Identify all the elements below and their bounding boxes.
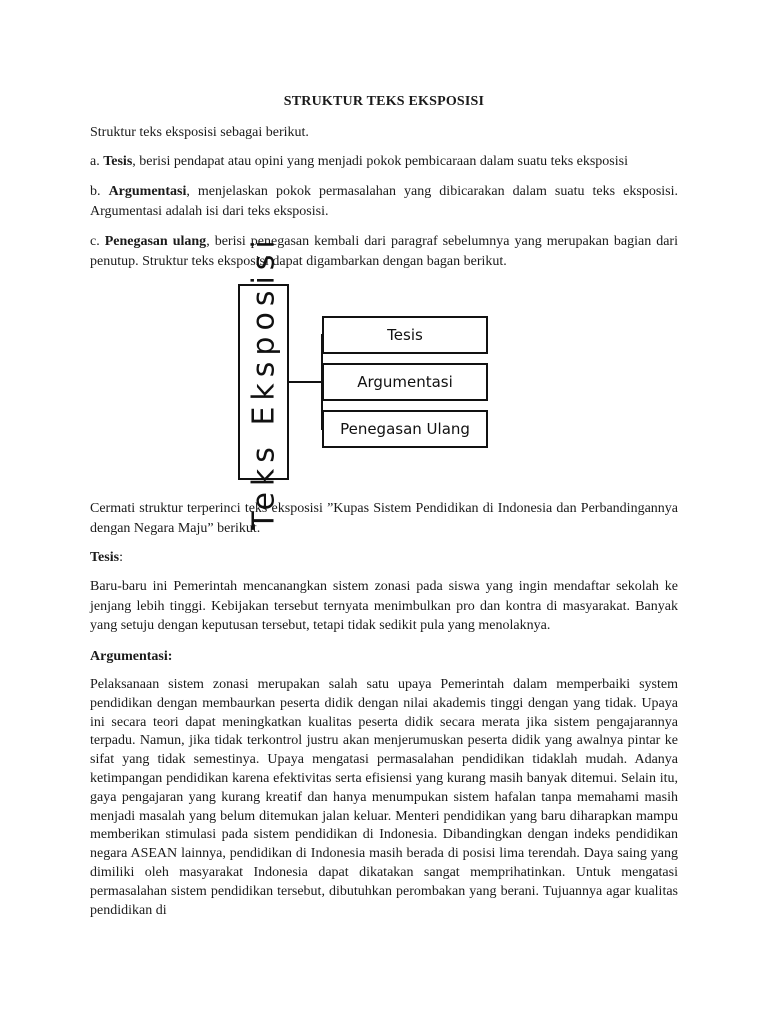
diagram-connector-vertical <box>321 334 323 430</box>
item-text: , berisi pendapat atau opini yang menjadi pokok pembicaraan dalam suatu teks eksposisi <box>132 154 628 169</box>
item-prefix: a. <box>90 154 104 169</box>
item-tesis <box>90 152 678 172</box>
tesis-heading: Tesis <box>90 550 120 565</box>
argumentasi-section-heading <box>90 647 678 667</box>
item-prefix: c. <box>90 234 105 249</box>
item-term: Penegasan ulang <box>104 234 207 249</box>
tesis-colon: : <box>119 550 123 565</box>
item-penegasan <box>90 232 678 271</box>
argumentasi-body: Pelaksanaan sistem zonasi merupakan salah satu upaya Pemerintah dalam memperbaiki system pendidikan dengan membaurkan peserta didik dengan nilai akademis tinggi dengan yang tidak. Upaya ini secara teori dapat meningkatkan kualitas peserta didik secara merata jika sistem pengajarannya terpadu. Namun, jika tidak terkontrol justru akan menjerumuskan peserta didik yang awalnya pintar ke sifat yang tidak semestinya. Upaya mengatasi permasalahan pendidikan tidaklah mudah. Adanya ketimpangan pendidikan karena efektivitas serta efisiensi yang kurang masih banyak ditemui. Selain itu, gaya pengajaran yang kurang kreatif dan hanya menumpukan sistem hafalan tanpa memahami masih menjadi masalah yang belum ditemukan jalan keluar. Menteri pendidikan yang baru diharapkan mampu memberikan stimulasi pada sistem pendidikan di Indonesia. Dibandingkan dengan indeks pendidikan negara ASEAN lainnya, pendidikan di Indonesia masih berada di posisi lima terendah. Daya saing yang dimiliki oleh masyarakat Indonesia dapat dikatakan sangat memprihatinkan. Untuk mengatasi permasalahan sistem pendidikan tersebut, dibutuhkan perombakan yang berani. Tujuannya agar kualitas pendidikan di <box>90 677 678 918</box>
intro-paragraph: Struktur teks eksposisi sebagai berikut. <box>90 125 309 140</box>
diagram-node-argumentasi: Argumentasi <box>322 363 488 401</box>
diagram-node-tesis: Tesis <box>322 316 488 354</box>
item-term: Argumentasi <box>108 184 187 199</box>
item-text: , berisi penegasan kembali dari paragraf sebelumnya yang merupakan bagian dari penutup. Struktur teks eksposisi dapat digambarkan dengan bagan berikut. <box>90 234 678 269</box>
document-title: STRUKTUR TEKS EKSPOSISI <box>283 94 485 109</box>
diagram-connector-horizontal <box>289 381 321 383</box>
tesis-section-heading <box>90 548 678 568</box>
diagram-node-penegasan: Penegasan Ulang <box>322 410 488 448</box>
example-intro: Cermati struktur terperinci teks eksposisi ”Kupas Sistem Pendidikan di Indonesia dan Perbandingannya dengan Negara Maju” berikut. <box>90 501 678 536</box>
item-argumentasi <box>90 182 678 221</box>
diagram-root-label: Teks Eksposisi <box>246 234 282 530</box>
argumentasi-heading: Argumentasi: <box>90 649 173 664</box>
tesis-body: Baru-baru ini Pemerintah mencanangkan sistem zonasi pada siswa yang ingin mendaftar sekolah ke jenjang lebih tinggi. Kebijakan tersebut ternyata menimbulkan pro dan kontra di masyarakat. Banyak yang setuju dengan keputusan tersebut, tetapi tidak sedikit pula yang menolaknya. <box>90 579 678 633</box>
diagram-root-box <box>238 284 289 480</box>
item-text: , menjelaskan pokok permasalahan yang dibicarakan dalam suatu teks eksposisi. Argumentasi adalah isi dari teks eksposisi. <box>90 184 678 219</box>
item-term: Tesis <box>103 154 133 169</box>
item-prefix: b. <box>90 184 109 199</box>
